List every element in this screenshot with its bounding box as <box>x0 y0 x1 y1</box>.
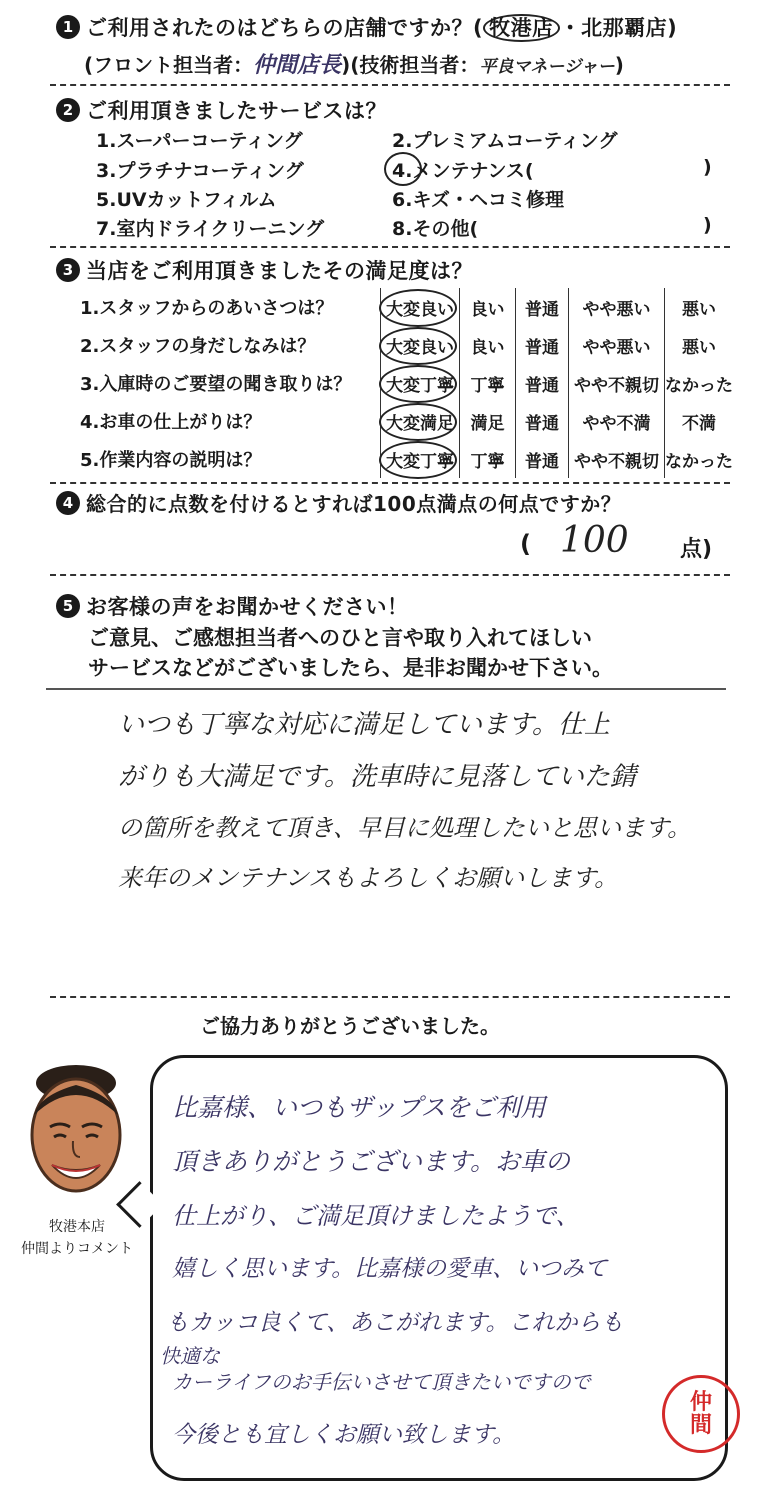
rating-cell: やや不親切 <box>569 364 665 402</box>
service-option: 1.スーパーコーティング <box>96 130 303 152</box>
rating-cell: 普通 <box>516 364 569 402</box>
staff-comment-line: 頂きありがとうございます。お車の <box>172 1147 571 1176</box>
rating-cell: 不満 <box>665 402 734 440</box>
divider <box>50 246 730 248</box>
satisfaction-question: 4.お車の仕上がりは？ <box>80 412 262 433</box>
staff-comment-line: 比嘉様、いつもザップスをご利用 <box>172 1093 546 1122</box>
score-value: 100 <box>560 520 629 561</box>
rating-cell: 悪い <box>665 326 734 364</box>
question-3: 当店をご利用頂きましたその満足度は？ <box>86 259 473 283</box>
customer-comment-line: がりも大満足です。洗車時に見落していた錆 <box>118 762 636 792</box>
rating-cell: 悪い <box>665 288 734 326</box>
staff-caption-line2: 仲間よりコメント <box>21 1241 133 1257</box>
service-option: 3.プラチナコーティング <box>96 160 304 182</box>
divider <box>50 996 730 998</box>
front-staff-label: (フロント担当者： <box>84 53 254 77</box>
satisfaction-question: 1.スタッフからのあいさつは？ <box>80 298 334 319</box>
rating-cell: 普通 <box>516 288 569 326</box>
question-4-badge: 4 <box>56 491 80 515</box>
rating-cell: 満足 <box>460 402 516 440</box>
staff-comment-line: 嬉しく思います。比嘉様の愛車、いつみて <box>172 1256 608 1282</box>
rating-cell: やや悪い <box>569 326 665 364</box>
service-option: 6.キズ・ヘコミ修理 <box>392 189 565 211</box>
service-option: 8.その他( <box>392 218 479 240</box>
satisfaction-row <box>80 288 733 326</box>
customer-comment-line: の箇所を教えて頂き、早目に処理したいと思います。 <box>118 814 692 842</box>
divider <box>50 482 730 484</box>
customer-comment-line: 来年のメンテナンスもよろしくお願いします。 <box>118 864 619 892</box>
question-3-badge: 3 <box>56 258 80 282</box>
service-option: 7.室内ドライクリーニング <box>96 218 325 240</box>
question-5-line3: サービスなどがございましたら、是非お聞かせ下さい。 <box>88 656 613 680</box>
question-5: お客様の声をお聞かせください！ <box>86 595 409 619</box>
store-kitanaha: 北那覇店) <box>581 16 678 40</box>
question-4: 総合的に点数を付けるとすれば100点満点の何点ですか？ <box>86 492 622 516</box>
staff-line <box>84 48 624 79</box>
divider <box>50 574 730 576</box>
satisfaction-row <box>80 440 733 478</box>
question-5-badge: 5 <box>56 594 80 618</box>
rating-cell: 良い <box>460 288 516 326</box>
name-seal-stamp <box>662 1375 740 1453</box>
question-1-badge: 1 <box>56 15 80 39</box>
selection-circle <box>384 152 422 186</box>
rating-cell: 普通 <box>516 402 569 440</box>
question-5-line2: ご意見、ご感想担当者へのひと言や取り入れてほしい <box>88 626 592 650</box>
store-makiminato: 牧港店 <box>483 14 560 42</box>
rating-cell: 丁寧 <box>460 440 516 478</box>
satisfaction-row <box>80 364 733 402</box>
thanks-message: ご協力ありがとうございました。 <box>200 1014 500 1038</box>
rating-cell-selected: 大変丁寧 <box>381 440 460 478</box>
rating-cell: 丁寧 <box>460 364 516 402</box>
staff-comment-line: もカッコ良くて、あこがれます。これからも <box>166 1310 624 1336</box>
satisfaction-row <box>80 402 733 440</box>
rating-cell-selected: 大変良い <box>381 326 460 364</box>
divider <box>50 84 730 86</box>
satisfaction-row <box>80 326 733 364</box>
service-option-selected: 4.メンテナンス( <box>392 160 534 182</box>
divider <box>46 688 726 690</box>
front-staff-name: 仲間店長 <box>253 52 342 78</box>
tech-staff-label: )(技術担当者： <box>341 53 480 77</box>
stamp-char: 仲 <box>689 1388 712 1415</box>
question-2-badge: 2 <box>56 98 80 122</box>
tech-staff-name: 平良マネージャー <box>479 57 615 77</box>
staff-caption-line1: 牧港本店 <box>49 1219 105 1235</box>
satisfaction-question: 2.スタッフの身だしなみは？ <box>80 336 316 357</box>
staff-comment-line: 今後とも宜しくお願い致します。 <box>172 1422 516 1448</box>
stamp-char: 間 <box>689 1412 712 1438</box>
paren-close: ) <box>703 156 712 178</box>
rating-cell-selected: 大変満足 <box>381 402 460 440</box>
store-separator: ・ <box>559 16 582 40</box>
rating-cell: 普通 <box>516 326 569 364</box>
staff-comment-insert: 快適な <box>160 1344 220 1368</box>
score-paren-open: ( <box>520 530 531 558</box>
rating-cell-selected: 大変丁寧 <box>381 364 460 402</box>
rating-cell-selected: 大変良い <box>381 288 460 326</box>
satisfaction-table <box>80 288 733 478</box>
staff-comment-line: 仕上がり、ご満足頂けましたようで、 <box>172 1202 580 1230</box>
customer-comment-line: いつも丁寧な対応に満足しています。仕上 <box>118 710 610 740</box>
rating-cell: やや悪い <box>569 288 665 326</box>
service-option: 5.UVカットフィルム <box>96 189 277 211</box>
satisfaction-question: 5.作業内容の説明は？ <box>80 450 262 471</box>
staff-comment-line: カーライフのお手伝いさせて頂きたいですので <box>172 1370 591 1394</box>
question-2: ご利用頂きましたサービスは？ <box>86 99 387 123</box>
rating-cell: 普通 <box>516 440 569 478</box>
satisfaction-question: 3.入庫時のご要望の聞き取りは？ <box>80 374 352 395</box>
rating-cell: なかった <box>665 364 734 402</box>
service-option: 2.プレミアムコーティング <box>392 130 618 152</box>
question-1-text: ご利用されたのはどちらの店舗ですか？( <box>86 16 484 40</box>
rating-cell: やや不満 <box>569 402 665 440</box>
rating-cell: やや不親切 <box>569 440 665 478</box>
rating-cell: なかった <box>665 440 734 478</box>
question-1 <box>86 12 677 42</box>
score-unit: 点) <box>680 537 713 562</box>
staff-avatar-icon <box>20 1065 132 1205</box>
staff-line-close: ) <box>614 53 624 77</box>
rating-cell: 良い <box>460 326 516 364</box>
paren-close: ) <box>703 214 712 236</box>
